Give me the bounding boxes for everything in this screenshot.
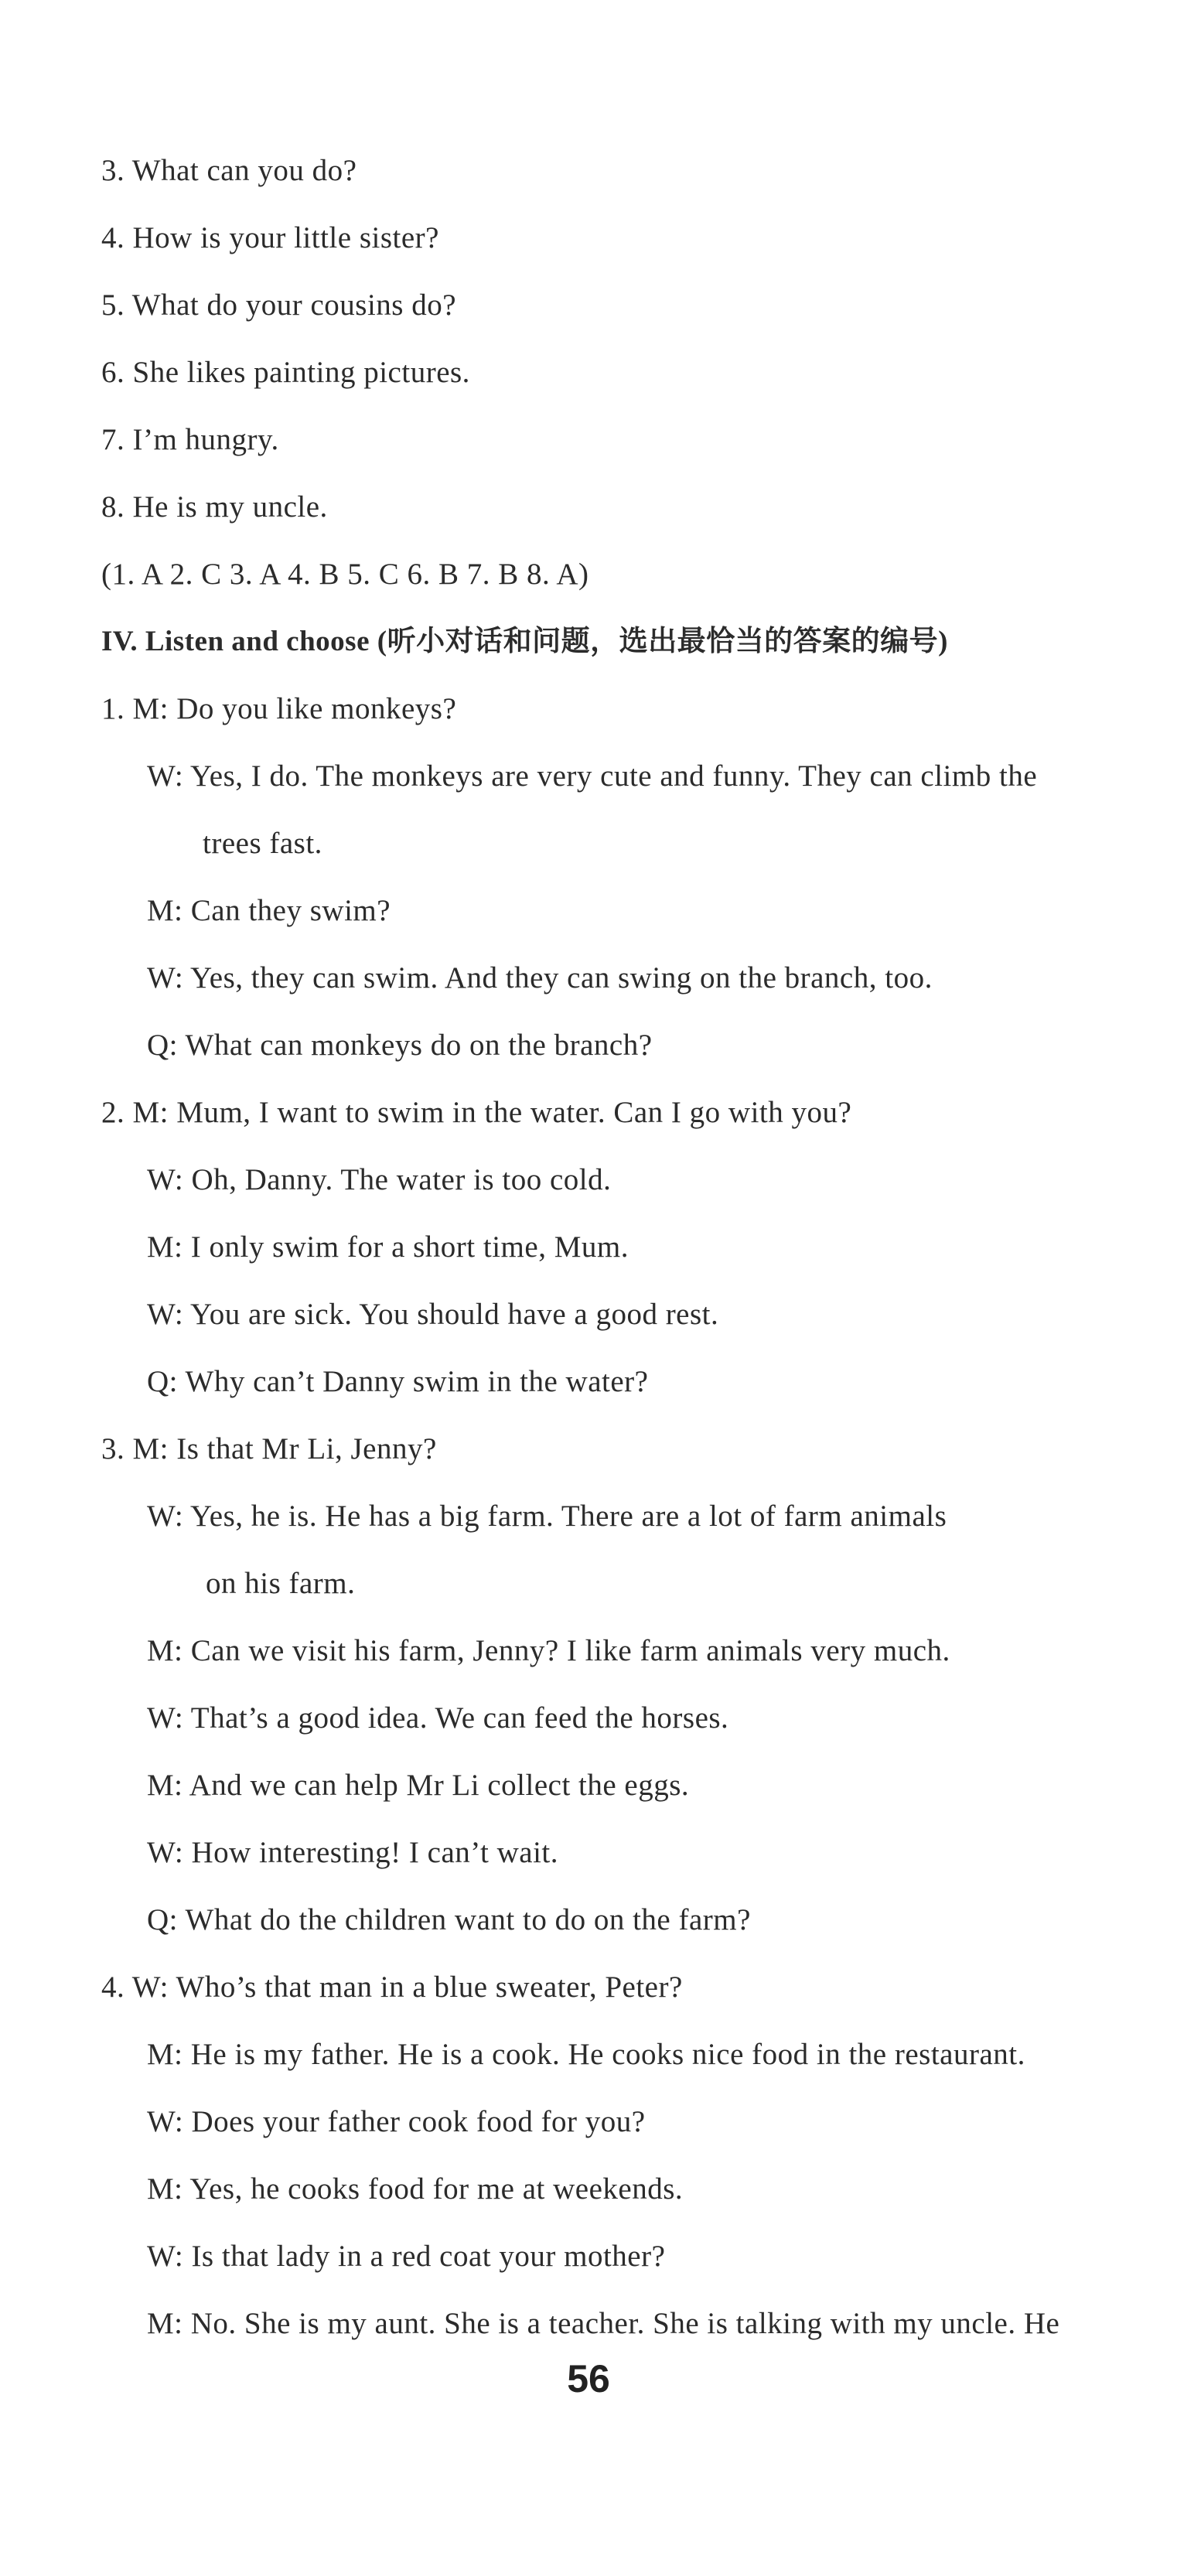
dialogue-line: 2. M: Mum, I want to swim in the water. Can I go with you? xyxy=(101,1096,852,1129)
dialogue-line: 3. M: Is that Mr Li, Jenny? xyxy=(101,1432,437,1465)
dialogue-line: Q: What can monkeys do on the branch? xyxy=(147,1029,653,1062)
dialogue-line: W: That’s a good idea. We can feed the horses. xyxy=(147,1701,729,1735)
dialogue-line: W: Yes, he is. He has a big farm. There are a lot of farm animals xyxy=(147,1500,947,1533)
answer-key: (1. A 2. C 3. A 4. B 5. C 6. B 7. B 8. A) xyxy=(101,558,589,591)
dialogue-line: W: How interesting! I can’t wait. xyxy=(147,1836,559,1869)
dialogue-line: W: You are sick. You should have a good rest. xyxy=(147,1298,719,1331)
dialogue-line: W: Yes, they can swim. And they can swing on the branch, too. xyxy=(147,961,933,995)
list-item: 8. He is my uncle. xyxy=(101,490,328,524)
dialogue-line: 4. W: Who’s that man in a blue sweater, Peter? xyxy=(101,1970,683,2004)
list-item: 3. What can you do? xyxy=(101,154,357,187)
dialogue-line: M: No. She is my aunt. She is a teacher. She is talking with my uncle. He xyxy=(147,2307,1060,2340)
list-item: 5. What do your cousins do? xyxy=(101,288,457,322)
dialogue-line: M: I only swim for a short time, Mum. xyxy=(147,1230,629,1264)
dialogue-line: W: Oh, Danny. The water is too cold. xyxy=(147,1163,612,1196)
dialogue-line: Q: What do the children want to do on the farm? xyxy=(147,1903,751,1936)
section-heading: IV. Listen and choose (听小对话和问题，选出最恰当的答案的编号) xyxy=(101,626,948,657)
page-number: 56 xyxy=(567,2357,610,2400)
dialogue-line: trees fast. xyxy=(203,827,322,860)
dialogue-line: M: And we can help Mr Li collect the eggs. xyxy=(147,1769,690,1802)
dialogue-line: M: Yes, he cooks food for me at weekends. xyxy=(147,2172,684,2206)
dialogue-line: on his farm. xyxy=(206,1567,356,1600)
list-item: 6. She likes painting pictures. xyxy=(101,356,470,389)
dialogue-line: Q: Why can’t Danny swim in the water? xyxy=(147,1365,649,1398)
dialogue-line: W: Does your father cook food for you? xyxy=(147,2105,646,2138)
list-item: 7. I’m hungry. xyxy=(101,423,279,456)
list-item: 4. How is your little sister? xyxy=(101,221,439,254)
dialogue-line: M: He is my father. He is a cook. He cooks nice food in the restaurant. xyxy=(147,2038,1025,2071)
dialogue-line: 1. M: Do you like monkeys? xyxy=(101,692,457,725)
dialogue-line: W: Yes, I do. The monkeys are very cute and funny. They can climb the xyxy=(147,759,1038,793)
dialogue-line: W: Is that lady in a red coat your mother? xyxy=(147,2240,666,2273)
dialogue-line: M: Can we visit his farm, Jenny? I like farm animals very much. xyxy=(147,1634,950,1667)
dialogue-line: M: Can they swim? xyxy=(147,894,391,927)
